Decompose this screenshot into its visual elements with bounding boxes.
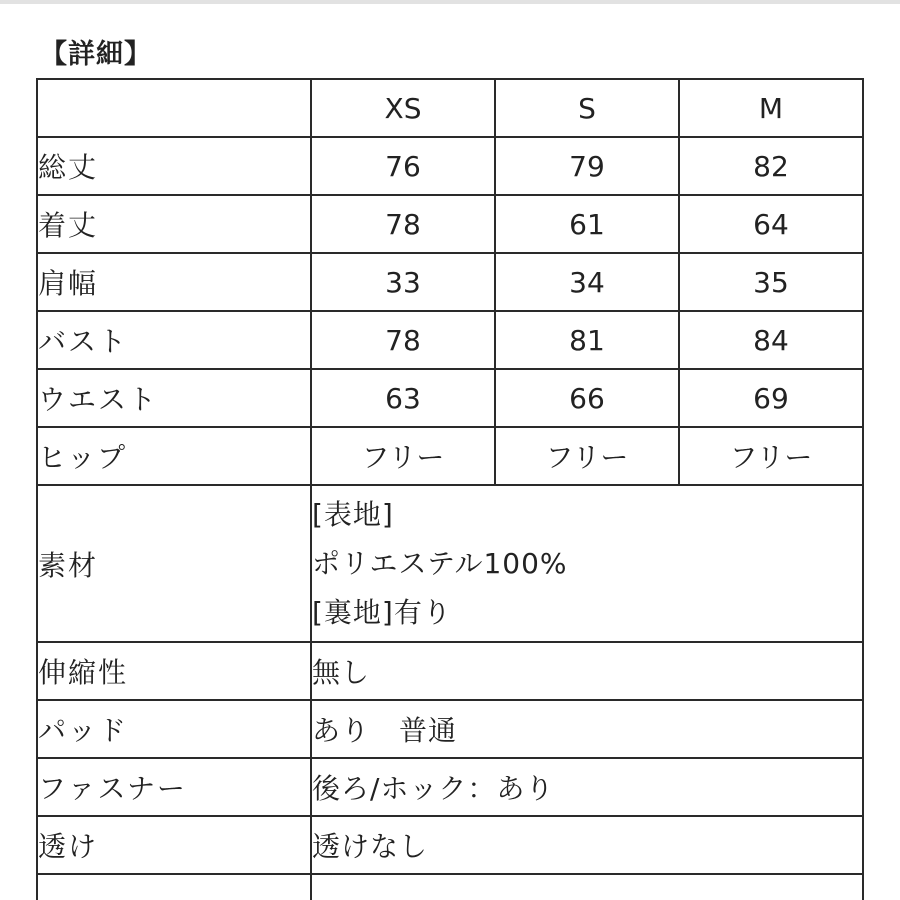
table-row bbox=[37, 137, 863, 195]
material-line-outer: [表地] bbox=[312, 498, 394, 531]
row-value-xs: 76 bbox=[311, 137, 495, 195]
row-value-xs: 78 bbox=[311, 311, 495, 369]
table-row bbox=[37, 427, 863, 485]
detail-value: 透けなし bbox=[311, 816, 863, 874]
detail-row bbox=[37, 816, 863, 874]
size-header-xs: XS bbox=[311, 79, 495, 137]
detail-label: 透け bbox=[37, 816, 311, 874]
row-label: 総丈 bbox=[37, 137, 311, 195]
detail-value-empty bbox=[311, 874, 863, 900]
material-label: 素材 bbox=[37, 485, 311, 642]
material-value bbox=[311, 485, 863, 642]
table-header-row bbox=[37, 79, 863, 137]
row-value-xs: フリー bbox=[311, 427, 495, 485]
row-label: 着丈 bbox=[37, 195, 311, 253]
row-value-m: 69 bbox=[679, 369, 863, 427]
row-value-xs: 63 bbox=[311, 369, 495, 427]
row-value-m: 84 bbox=[679, 311, 863, 369]
size-header-m: M bbox=[679, 79, 863, 137]
row-value-s: 34 bbox=[495, 253, 679, 311]
material-line-lining: [裏地]有り bbox=[312, 596, 452, 629]
table-row bbox=[37, 195, 863, 253]
row-value-s: 79 bbox=[495, 137, 679, 195]
row-value-s: フリー bbox=[495, 427, 679, 485]
top-divider bbox=[0, 0, 900, 4]
material-line-composition: ポリエステル100% bbox=[312, 547, 568, 580]
detail-value: 無し bbox=[311, 642, 863, 700]
row-value-xs: 33 bbox=[311, 253, 495, 311]
detail-label: 伸縮性 bbox=[37, 642, 311, 700]
row-value-m: 64 bbox=[679, 195, 863, 253]
row-value-s: 66 bbox=[495, 369, 679, 427]
section-title: 【詳細】 bbox=[40, 39, 152, 70]
detail-value: 後ろ/ホック：あり bbox=[311, 758, 863, 816]
detail-row bbox=[37, 700, 863, 758]
table-row bbox=[37, 369, 863, 427]
table-row bbox=[37, 311, 863, 369]
detail-row bbox=[37, 642, 863, 700]
row-label: バスト bbox=[37, 311, 311, 369]
row-value-m: フリー bbox=[679, 427, 863, 485]
row-value-s: 61 bbox=[495, 195, 679, 253]
detail-row-partial bbox=[37, 874, 863, 900]
row-value-m: 82 bbox=[679, 137, 863, 195]
header-corner-cell bbox=[37, 79, 311, 137]
detail-value: あり 普通 bbox=[311, 700, 863, 758]
row-value-m: 35 bbox=[679, 253, 863, 311]
row-value-s: 81 bbox=[495, 311, 679, 369]
size-header-s: S bbox=[495, 79, 679, 137]
material-row bbox=[37, 485, 863, 642]
row-label: ヒップ bbox=[37, 427, 311, 485]
row-label: 肩幅 bbox=[37, 253, 311, 311]
table-row bbox=[37, 253, 863, 311]
detail-label: パッド bbox=[37, 700, 311, 758]
row-value-xs: 78 bbox=[311, 195, 495, 253]
size-spec-table bbox=[36, 78, 864, 900]
detail-label: ファスナー bbox=[37, 758, 311, 816]
detail-row bbox=[37, 758, 863, 816]
row-label: ウエスト bbox=[37, 369, 311, 427]
detail-label-empty bbox=[37, 874, 311, 900]
